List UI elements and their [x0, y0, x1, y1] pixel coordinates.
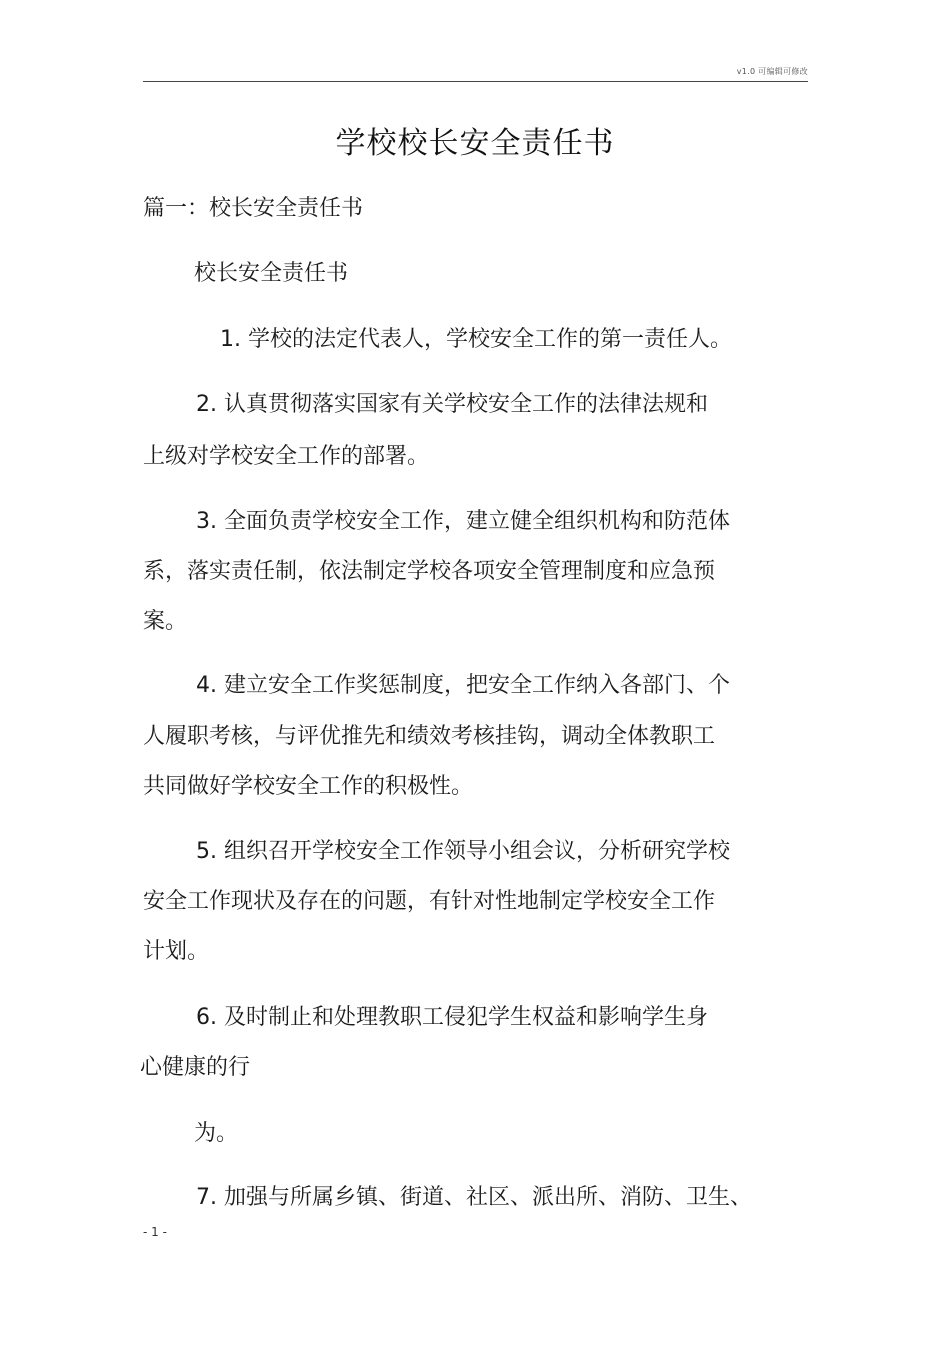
section-heading: 篇一：校长安全责任书	[143, 196, 364, 221]
subheading: 校长安全责任书	[194, 261, 349, 286]
paragraph-3-line-3: 案。	[143, 609, 188, 634]
paragraph-4-line-3: 共同做好学校安全工作的积极性。	[143, 774, 474, 799]
paragraph-4-line-2: 人履职考核，与评优推先和绩效考核挂钩，调动全体教职工	[143, 724, 716, 749]
paragraph-5-line-3: 计划。	[143, 939, 210, 964]
paragraph-5-line-2: 安全工作现状及存在的问题，有针对性地制定学校安全工作	[143, 889, 716, 914]
header-version-note: v1.0 可编辑可修改	[736, 67, 808, 76]
paragraph-6-line-3: 为。	[194, 1121, 239, 1146]
paragraph-3-line-1: 3. 全面负责学校安全工作，建立健全组织机构和防范体	[196, 509, 730, 534]
paragraph-1-line-1: 1. 学校的法定代表人，学校安全工作的第一责任人。	[220, 327, 732, 352]
paragraph-5-line-1: 5. 组织召开学校安全工作领导小组会议，分析研究学校	[196, 839, 730, 864]
paragraph-6-line-2: 心健康的行	[140, 1055, 251, 1080]
page-number: - 1 -	[143, 1225, 167, 1239]
paragraph-3-line-2: 系，落实责任制，依法制定学校各项安全管理制度和应急预	[143, 559, 716, 584]
paragraph-2-line-2: 上级对学校安全工作的部署。	[143, 444, 430, 469]
document-title: 学校校长安全责任书	[335, 126, 615, 161]
paragraph-4-line-1: 4. 建立安全工作奖惩制度，把安全工作纳入各部门、个	[196, 673, 730, 698]
header-divider	[143, 81, 808, 82]
paragraph-7-line-1: 7. 加强与所属乡镇、街道、社区、派出所、消防、卫生、	[196, 1185, 752, 1210]
paragraph-2-line-1: 2. 认真贯彻落实国家有关学校安全工作的法律法规和	[196, 392, 708, 417]
paragraph-6-line-1: 6. 及时制止和处理教职工侵犯学生权益和影响学生身	[196, 1005, 708, 1030]
